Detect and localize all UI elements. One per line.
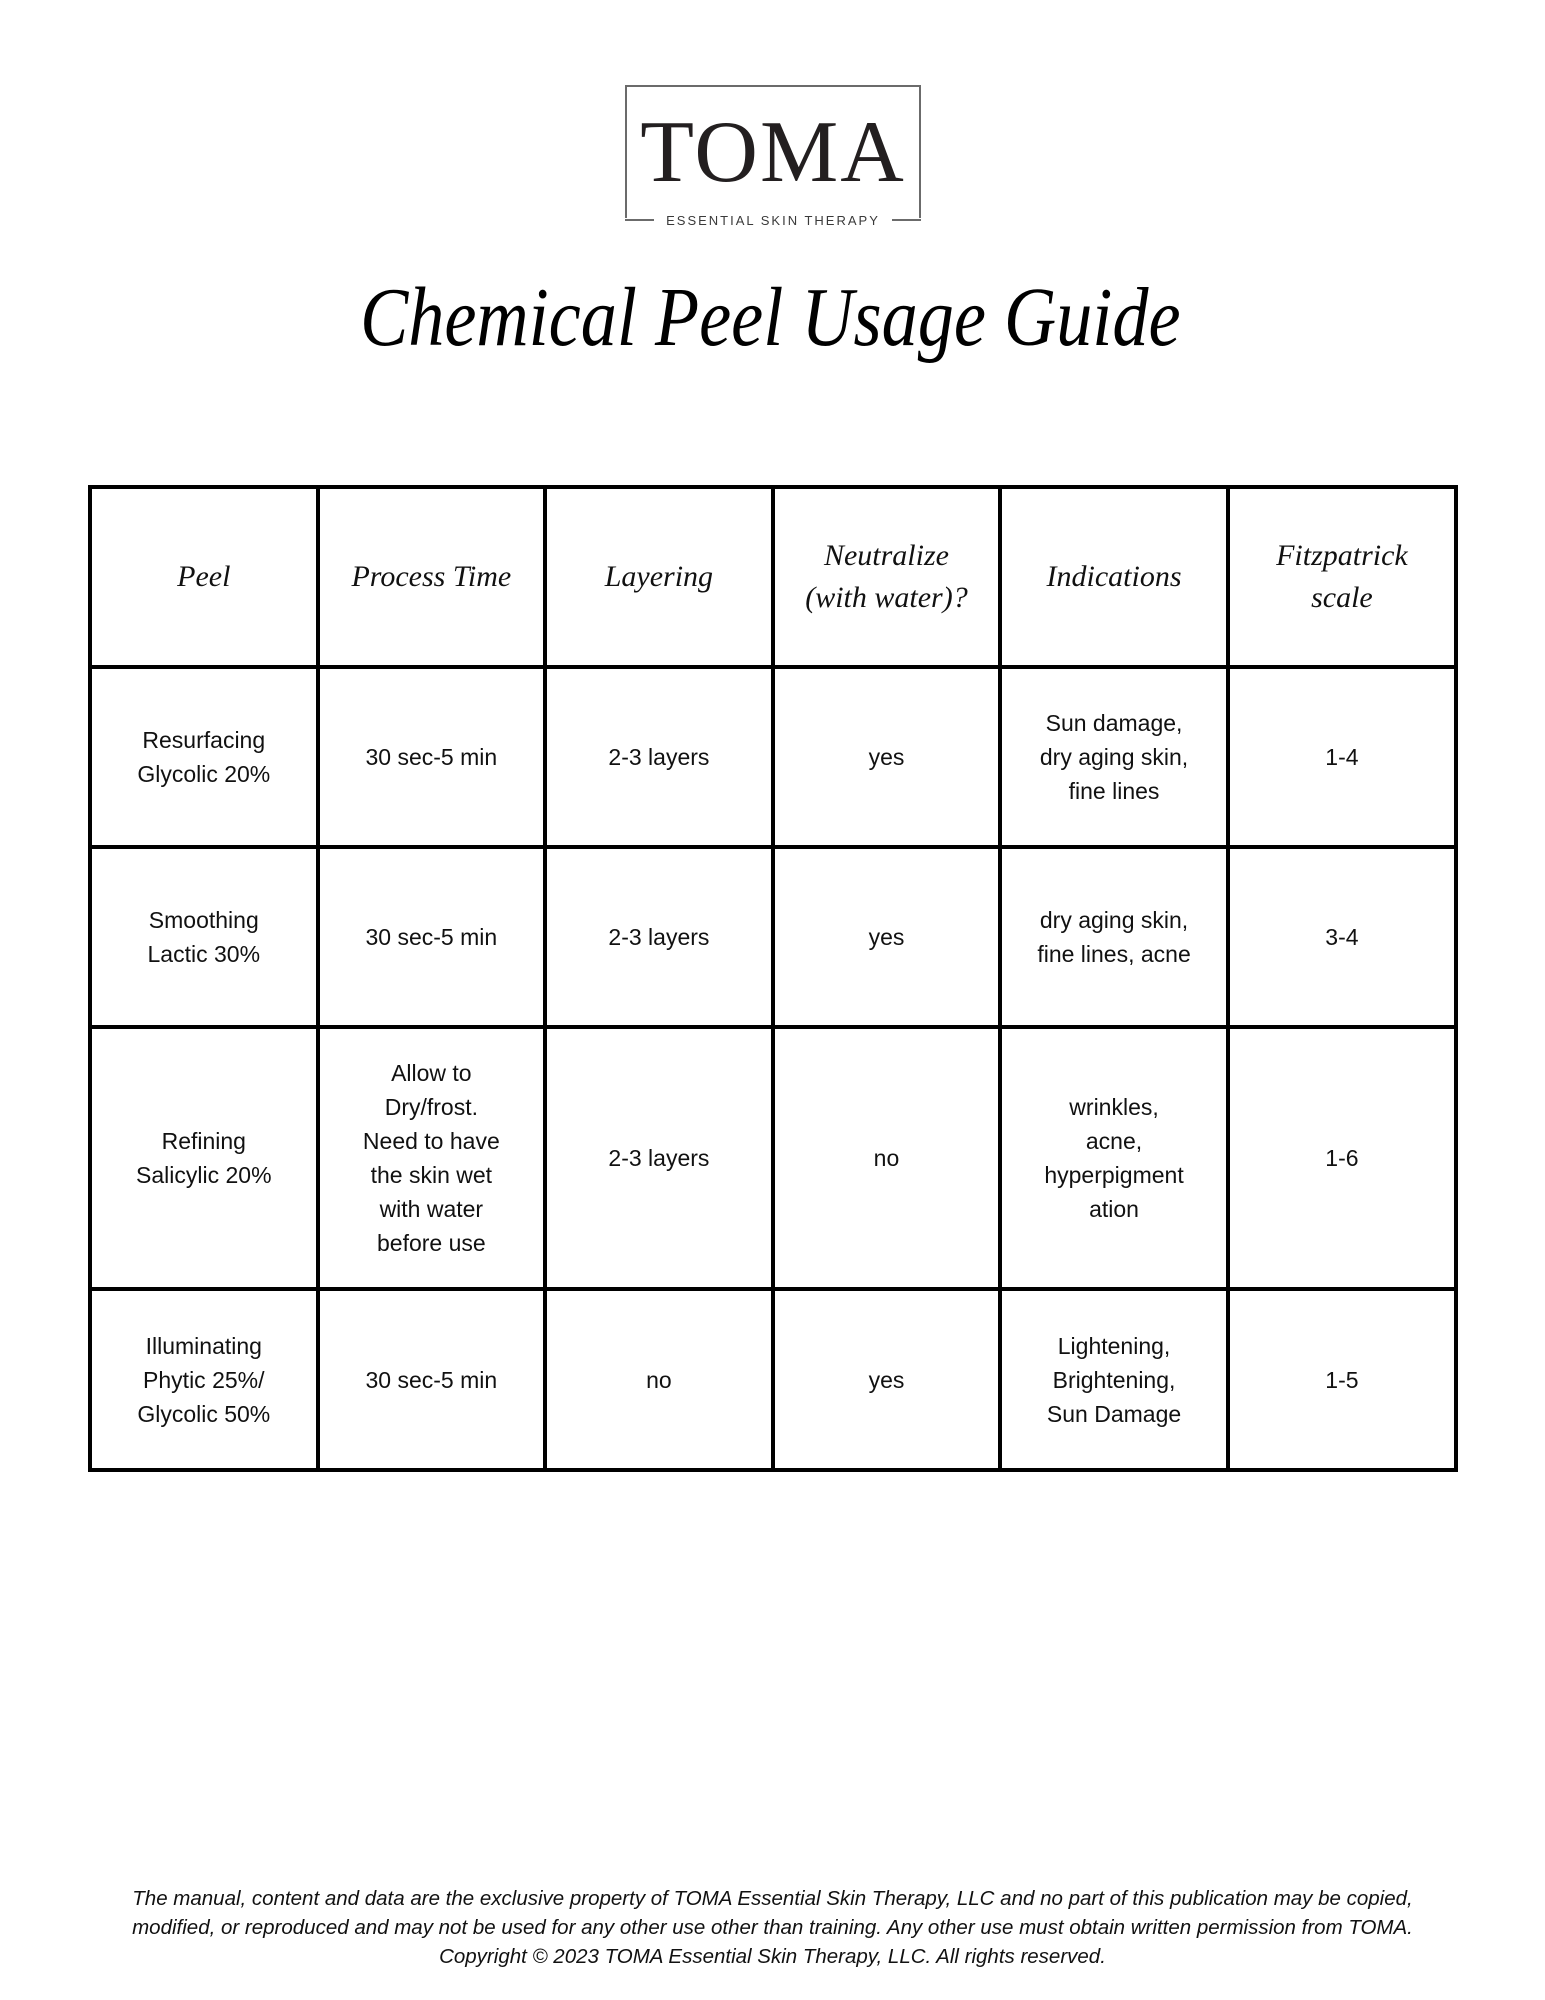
logo-tagline: ESSENTIAL SKIN THERAPY bbox=[666, 212, 880, 228]
footer-line: modified, or reproduced and may not be used for any other use other than training. Any other use must obtain written permission from TOMA. bbox=[132, 1916, 1413, 1939]
footer-line: The manual, content and data are the exclusive property of TOMA Essential Skin Therapy, LLC and no part of this publication may be copied, bbox=[132, 1887, 1413, 1910]
page-title: Chemical Peel Usage Guide bbox=[360, 271, 1181, 364]
table-row bbox=[90, 1027, 1456, 1289]
cell-layering bbox=[545, 667, 773, 847]
logo-tagline-row bbox=[625, 212, 921, 228]
cell-fitzpatrick bbox=[1228, 847, 1456, 1027]
indications-value: wrinkles, acne, hyperpigment ation bbox=[1044, 1094, 1184, 1222]
cell-peel bbox=[90, 847, 318, 1027]
table-row bbox=[90, 847, 1456, 1027]
peel-name: Smoothing Lactic 30% bbox=[147, 907, 261, 967]
neutralize-value: yes bbox=[868, 924, 905, 950]
header-neutralize-label: Neutralize (with water)? bbox=[805, 539, 968, 614]
cell-layering bbox=[545, 1289, 773, 1470]
cell-indications bbox=[1000, 847, 1228, 1027]
cell-peel bbox=[90, 667, 318, 847]
peel-name: Illuminating Phytic 25%/ Glycolic 50% bbox=[137, 1332, 271, 1427]
header-peel bbox=[90, 487, 318, 667]
logo-rule-right bbox=[892, 219, 921, 221]
indications-value: Sun damage, dry aging skin, fine lines bbox=[1039, 710, 1189, 804]
process-time-value: 30 sec-5 min bbox=[365, 1366, 498, 1393]
indications-value: Lightening, Brightening, Sun Damage bbox=[1046, 1332, 1182, 1427]
header-peel-label: Peel bbox=[177, 560, 231, 593]
header-fitzpatrick-label: Fitzpatrick scale bbox=[1276, 539, 1408, 614]
logo-wordmark: TOMA bbox=[640, 104, 906, 201]
layering-value: 2-3 layers bbox=[608, 924, 710, 950]
table-header-row bbox=[90, 487, 1456, 667]
neutralize-value: no bbox=[873, 1145, 900, 1171]
cell-layering bbox=[545, 1027, 773, 1289]
layering-value: no bbox=[646, 1366, 672, 1393]
layering-value: 2-3 layers bbox=[608, 744, 710, 770]
footer-line: Copyright © 2023 TOMA Essential Skin Therapy, LLC. All rights reserved. bbox=[439, 1945, 1106, 1968]
cell-process-time bbox=[318, 667, 546, 847]
fitzpatrick-value: 1-4 bbox=[1325, 744, 1359, 770]
process-time-value: Allow to Dry/frost. Need to have the skin wet with water before use bbox=[362, 1060, 500, 1256]
header-layering-label: Layering bbox=[604, 560, 714, 593]
cell-process-time bbox=[318, 1027, 546, 1289]
cell-layering bbox=[545, 847, 773, 1027]
header-fitzpatrick bbox=[1228, 487, 1456, 667]
fitzpatrick-value: 1-6 bbox=[1325, 1145, 1359, 1171]
cell-fitzpatrick bbox=[1228, 1027, 1456, 1289]
header-neutralize bbox=[773, 487, 1001, 667]
cell-peel bbox=[90, 1027, 318, 1289]
cell-process-time bbox=[318, 847, 546, 1027]
layering-value: 2-3 layers bbox=[608, 1145, 710, 1171]
cell-neutralize bbox=[773, 1027, 1001, 1289]
table-row bbox=[90, 1289, 1456, 1470]
fitzpatrick-value: 3-4 bbox=[1325, 924, 1359, 950]
header-layering bbox=[545, 487, 773, 667]
neutralize-value: yes bbox=[868, 1366, 905, 1393]
header-indications bbox=[1000, 487, 1228, 667]
table-row bbox=[90, 667, 1456, 847]
copyright-footer bbox=[0, 1884, 1545, 1971]
cell-process-time bbox=[318, 1289, 546, 1470]
peel-usage-table bbox=[88, 485, 1458, 1472]
cell-indications bbox=[1000, 1289, 1228, 1470]
cell-neutralize bbox=[773, 847, 1001, 1027]
cell-neutralize bbox=[773, 1289, 1001, 1470]
indications-value: dry aging skin, fine lines, acne bbox=[1037, 907, 1191, 967]
header-indications-label: Indications bbox=[1046, 560, 1182, 593]
cell-neutralize bbox=[773, 667, 1001, 847]
process-time-value: 30 sec-5 min bbox=[365, 924, 498, 950]
header-process-time-label: Process Time bbox=[351, 560, 512, 593]
logo-rule-left bbox=[625, 219, 654, 221]
neutralize-value: yes bbox=[868, 744, 905, 770]
toma-logo bbox=[625, 85, 921, 228]
peel-name: Refining Salicylic 20% bbox=[136, 1128, 272, 1188]
process-time-value: 30 sec-5 min bbox=[365, 744, 498, 770]
cell-peel bbox=[90, 1289, 318, 1470]
peel-name: Resurfacing Glycolic 20% bbox=[137, 727, 271, 787]
fitzpatrick-value: 1-5 bbox=[1325, 1366, 1359, 1393]
cell-fitzpatrick bbox=[1228, 667, 1456, 847]
cell-fitzpatrick bbox=[1228, 1289, 1456, 1470]
header-process-time bbox=[318, 487, 546, 667]
cell-indications bbox=[1000, 667, 1228, 847]
cell-indications bbox=[1000, 1027, 1228, 1289]
